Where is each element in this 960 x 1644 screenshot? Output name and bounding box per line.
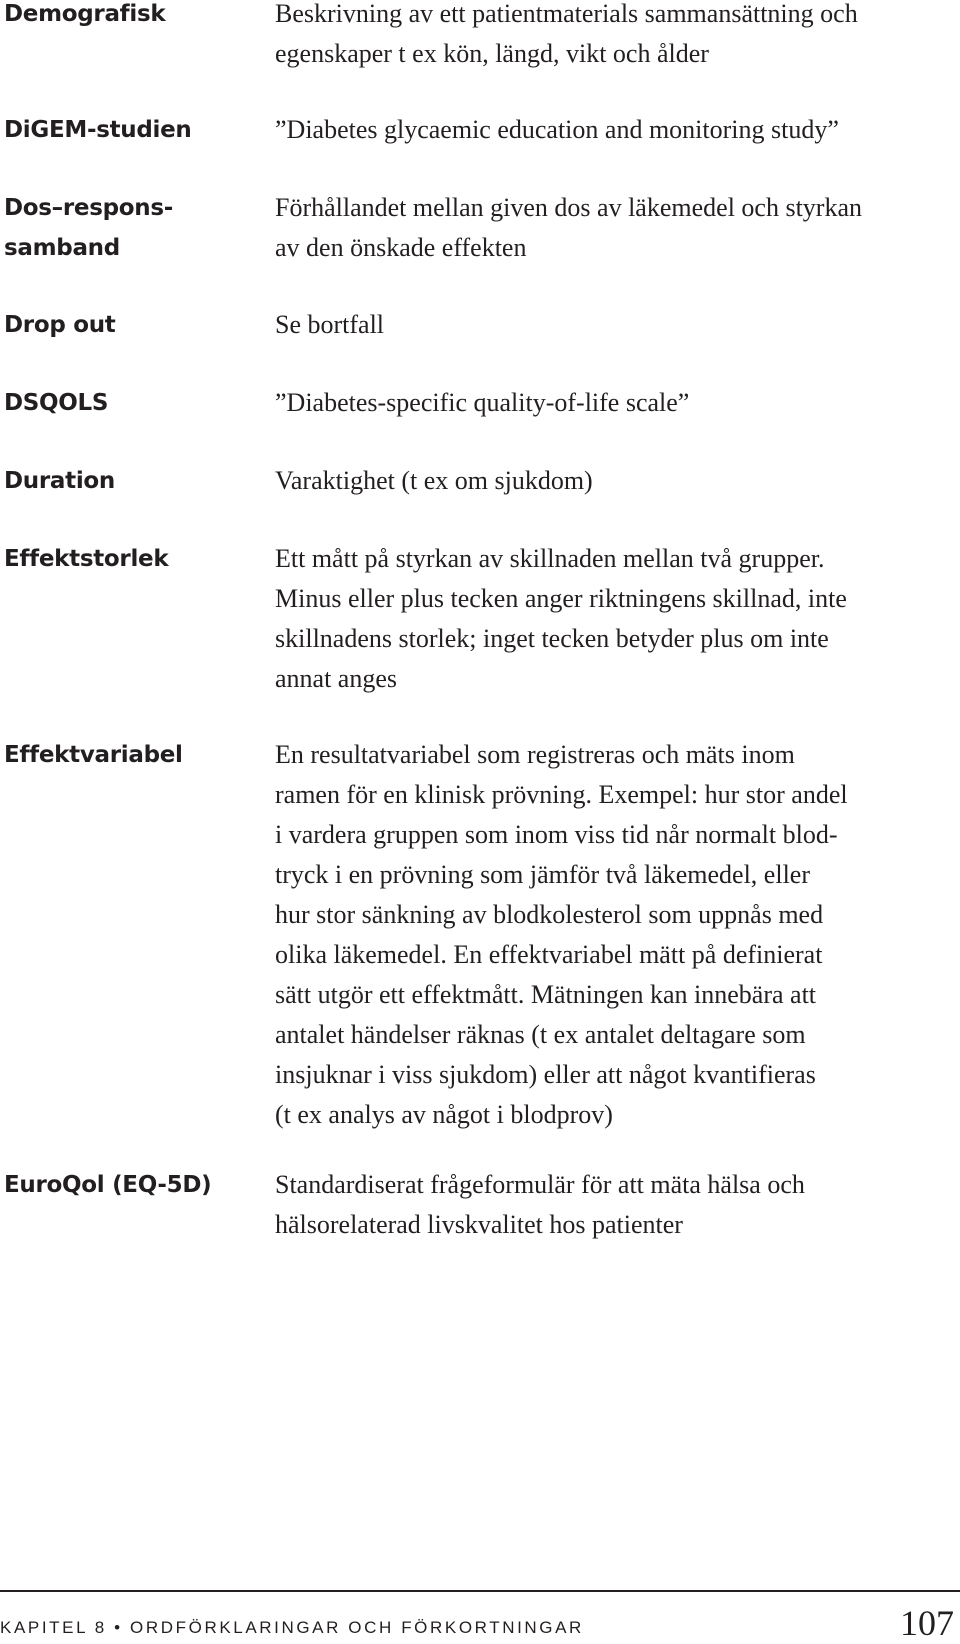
glossary-term: EuroQol (EQ-5D)	[4, 1172, 212, 1198]
glossary-definition: Varaktighet (t ex om sjukdom)	[275, 466, 593, 495]
glossary-definition: Förhållandet mellan given dos av läkemedel och styrkan av den önskade effekten	[275, 193, 862, 262]
glossary-term: Effektvariabel	[4, 742, 183, 768]
glossary-definition: En resultatvariabel som registreras och mäts inom ramen för en klinisk prövning. Exempel: hur stor andel i vardera gruppen som inom viss tid når normalt blod- tryck i en prövning som jämför två läkemedel, eller hur stor sänkning av blodkolesterol som uppnås med olika läkemedel. En effektvariabel mätt på definierat sätt utgör ett effektmått. Mätningen kan innebära att antalet händelser räknas (t ex antalet deltagare som insjuknar i viss sjukdom) eller att något kvantifieras (t ex analys av något i blodprov)	[275, 740, 848, 1129]
glossary-term: Demografisk	[4, 1, 166, 27]
glossary-definition: ”Diabetes glycaemic education and monitoring study”	[275, 115, 839, 144]
glossary-term: Drop out	[4, 312, 116, 338]
glossary-definition: Se bortfall	[275, 310, 385, 339]
glossary-definition: Ett mått på styrkan av skillnaden mellan två grupper. Minus eller plus tecken anger riktningens skillnad, inte skillnadens storlek; inget tecken betyder plus om inte annat anges	[275, 544, 847, 693]
glossary-term: Dos–respons- samband	[4, 195, 173, 261]
glossary-term: DiGEM-studien	[4, 117, 192, 143]
page-number: 107	[900, 1603, 954, 1643]
glossary-definition: ”Diabetes-specific quality-of-life scale”	[275, 388, 690, 417]
page-footer	[0, 1590, 960, 1642]
footer-chapter-title: KAPITEL 8 • ORDFÖRKLARINGAR OCH FÖRKORTNINGAR	[0, 1618, 584, 1637]
glossary-definition: Beskrivning av ett patientmaterials sammansättning och egenskaper t ex kön, längd, vikt och ålder	[275, 0, 858, 68]
glossary-definition: Standardiserat frågeformulär för att mäta hälsa och hälsorelaterad livskvalitet hos patienter	[275, 1170, 805, 1239]
footer-divider	[0, 1590, 960, 1592]
glossary-term: Duration	[4, 468, 115, 494]
glossary-term: DSQOLS	[4, 390, 109, 416]
glossary-term: Effektstorlek	[4, 546, 169, 572]
